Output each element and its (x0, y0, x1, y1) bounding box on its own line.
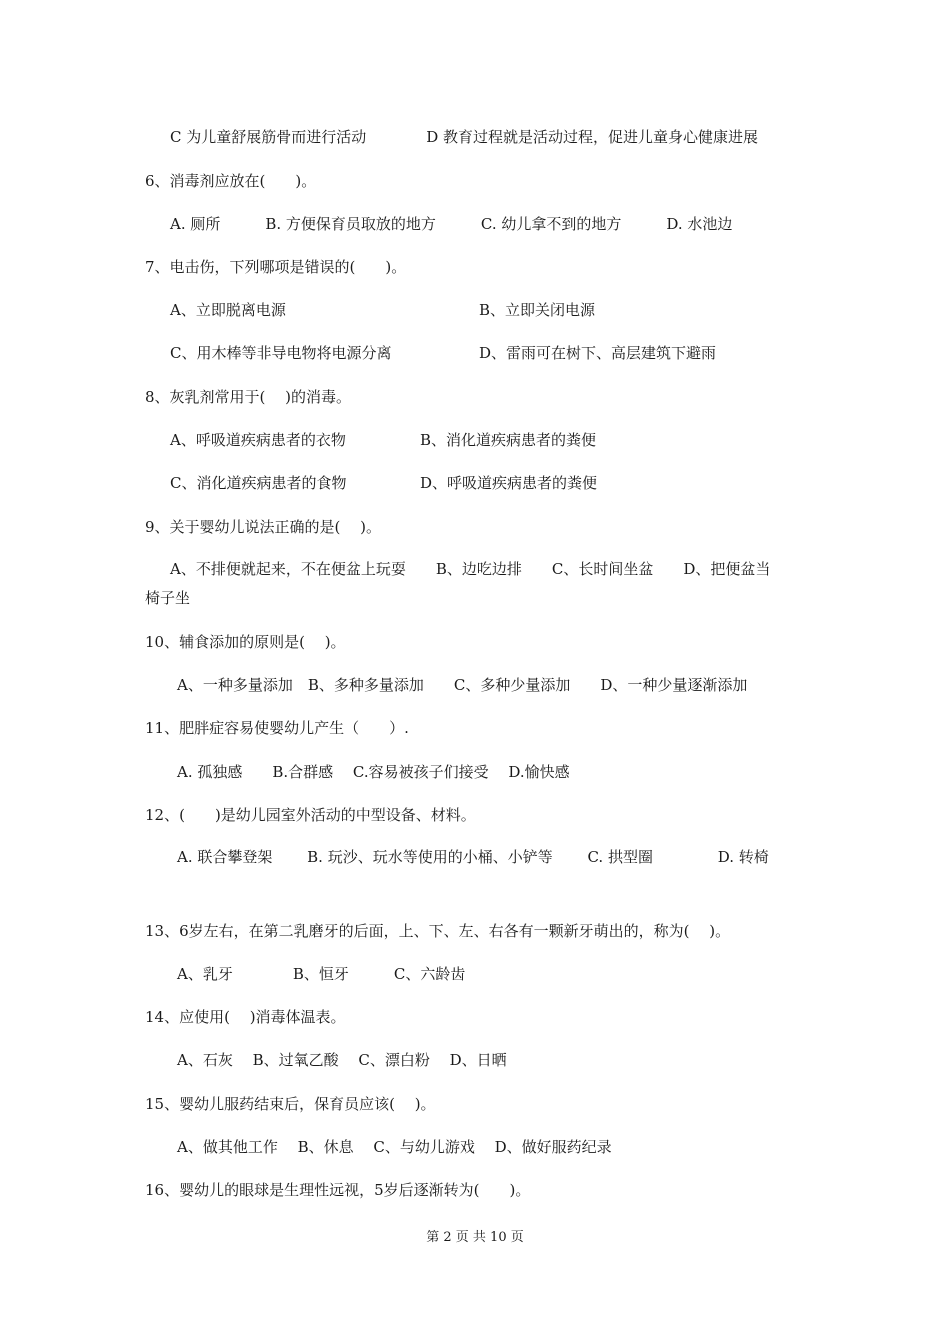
question-13-options: A、乳牙 B、恒牙 C、六龄齿 (177, 965, 466, 983)
question-6: 6、消毒剂应放在( )。 (145, 172, 317, 190)
question-8-option-b: B、消化道疾病患者的粪便 (420, 431, 597, 449)
question-15: 15、婴幼儿服药结束后，保育员应该( )。 (145, 1095, 436, 1113)
question-6-options: A. 厕所 B. 方便保育员取放的地方 C. 幼儿拿不到的地方 D. 水池边 (170, 215, 733, 233)
question-8: 8、灰乳剂常用于( )的消毒。 (145, 388, 352, 406)
question-14: 14、应使用( )消毒体温表。 (145, 1008, 346, 1026)
q5-options-cd: C 为儿童舒展筋骨而进行活动 D 教育过程就是活动过程，促进儿童身心健康进展 (170, 128, 759, 146)
question-8-option-d: D、呼吸道疾病患者的粪便 (420, 474, 598, 492)
question-7: 7、电击伤，下列哪项是错误的( )。 (145, 258, 407, 276)
question-9-options: A、不排便就起来，不在便盆上玩耍 B、边吃边排 C、长时间坐盆 D、把便盆当椅子坐 (145, 560, 771, 607)
question-7-option-a: A、立即脱离电源 (170, 301, 286, 319)
page-footer: 第 2 页 共 10 页 (426, 1230, 524, 1245)
question-11: 11、肥胖症容易使婴幼儿产生（ ）. (145, 719, 409, 737)
question-13: 13、6岁左右，在第二乳磨牙的后面，上、下、左、右各有一颗新牙萌出的，称为( )。 (145, 922, 731, 940)
question-11-options: A. 孤独感 B.合群感 C.容易被孩子们接受 D.愉快感 (177, 763, 570, 781)
question-16: 16、婴幼儿的眼球是生理性远视，5岁后逐渐转为( )。 (145, 1181, 531, 1199)
question-10: 10、辅食添加的原则是( )。 (145, 633, 346, 651)
question-12-options: A. 联合攀登架 B. 玩沙、玩水等使用的小桶、小铲等 C. 拱型圈 D. 转椅 (177, 848, 769, 866)
question-12: 12、( )是幼儿园室外活动的中型设备、材料。 (145, 806, 476, 824)
question-8-option-a: A、呼吸道疾病患者的衣物 (170, 431, 346, 449)
question-7-option-c: C、用木棒等非导电物将电源分离 (170, 344, 392, 362)
question-8-option-c: C、消化道疾病患者的食物 (170, 474, 347, 492)
question-10-options: A、一种多量添加 B、多种多量添加 C、多种少量添加 D、一种少量逐渐添加 (177, 676, 748, 694)
question-9: 9、关于婴幼儿说法正确的是( )。 (145, 518, 382, 536)
question-7-option-d: D、雷雨可在树下、高层建筑下避雨 (479, 344, 717, 362)
question-14-options: A、石灰 B、过氧乙酸 C、漂白粉 D、日晒 (177, 1051, 507, 1069)
question-15-options: A、做其他工作 B、休息 C、与幼儿游戏 D、做好服药纪录 (177, 1138, 612, 1156)
question-7-option-b: B、立即关闭电源 (479, 301, 596, 319)
